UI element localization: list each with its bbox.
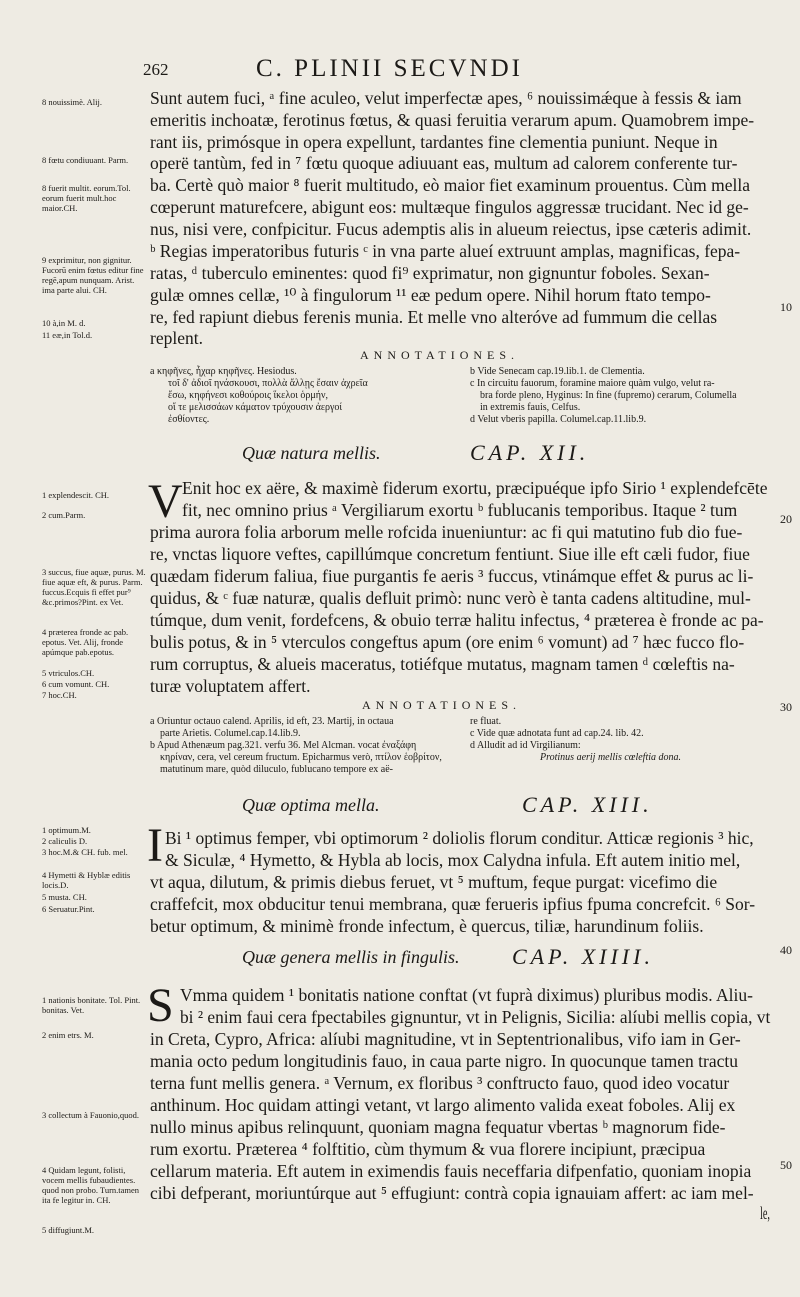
annotation-line: matutinum mare, quòd diluculo, fublucano tempore ex aë- bbox=[160, 764, 393, 775]
annotation-line: ἔσω, κηφήνεσι κοθούροις ἵκελοι ὁρμήν, bbox=[168, 390, 329, 401]
margin-note: 1 nationis bonitate. Tol. Pint. bonitas. Vet. bbox=[42, 995, 141, 1015]
annotation-line: b Apud Athenæum pag.321. verfu 36. Mel Alcman. vocat ἐναξάφη bbox=[150, 740, 417, 751]
annotation-line: τοῖ δ' ἀδιοῖ ηνάσκουσι, πολλὰ ἄλλῃς ἔσαιν ἀχρεῖα bbox=[168, 378, 368, 389]
body-line: túmque, dum venit, fordefcens, & obuio terræ halitu infectus, ⁴ præterea è fronde ac pa- bbox=[150, 610, 764, 630]
margin-note: 2 cum.Parm. bbox=[42, 510, 86, 520]
margin-note: 10 à,in M. d. bbox=[42, 318, 86, 328]
line-number: 30 bbox=[780, 700, 792, 714]
annotation-line: οἵ τε μελισσάων κάματον τρύχουσιν ἀεργοί bbox=[168, 402, 343, 413]
margin-note: 1 optimum.M. bbox=[42, 825, 91, 835]
body-line: craffefcit, mox obducitur tenui membrana, quæ ferueris ipfius fpuma concrefcit. ⁶ Sor- bbox=[150, 894, 756, 914]
margin-note: 1 explendescit. CH. bbox=[42, 490, 110, 500]
annotation-line: bra forde pleno, Hyginus: In fine (fupremo) cerarum, Columella bbox=[480, 390, 737, 401]
body-line: ba. Certè quò maior ⁸ fuerit multitudo, eò maior fiet examinum prouentus. Cùm mella bbox=[150, 175, 750, 195]
annotations-heading: ANNOTATIONES. bbox=[360, 348, 520, 362]
line-number: 10 bbox=[780, 300, 792, 314]
body-line: in Creta, Cypro, Africa: alíubi magnitudine, vt in Septentrionalibus, vifo iam in Ger- bbox=[150, 1029, 741, 1049]
margin-note: 2 enim etrs. M. bbox=[42, 1030, 94, 1040]
drop-cap: I bbox=[147, 819, 163, 872]
margin-note: 6 Seruatur.Pint. bbox=[42, 904, 95, 914]
margin-note: 5 vtriculos.CH. bbox=[42, 668, 95, 678]
body-line: bi ² enim faui cera fpectabiles gignuntur, vt in Pelignis, Sicilia: alíubi mellis copia, vt bbox=[180, 1007, 771, 1027]
body-line: cellarum materia. Eft autem in eximendis fauis neceffaria difpenfatio, quoniam inopia bbox=[150, 1161, 752, 1181]
body-line: anthinum. Hoc quidam attingi vetant, vt largo alimento valida exeat foboles. Alij ex bbox=[150, 1095, 736, 1115]
margin-note: 4 Hymetti & Hyblæ editis locis.D. bbox=[42, 870, 131, 890]
body-line: nus, nisi vere, confpicitur. Fucus ademptis alis in alueum reiectus, ipse cæteris adimit. bbox=[150, 219, 752, 239]
body-line: rum exortu. Præterea ⁴ folftitio, cùm thymum & vua florere incipiunt, præcipua bbox=[150, 1139, 706, 1159]
margin-note: 5 diffugiunt.M. bbox=[42, 1225, 95, 1235]
annotation-line: Protinus aerij mellis cœleftia dona. bbox=[540, 752, 682, 763]
annotation-line: c In circuitu fauorum, foramine maiore quàm vulgo, velut ra- bbox=[470, 378, 715, 389]
line-number: 50 bbox=[780, 1158, 792, 1172]
margin-note: 6 cum vomunt. CH. bbox=[42, 679, 110, 689]
annotation-line: c Vide quæ adnotata funt ad cap.24. lib. 42. bbox=[470, 728, 644, 739]
body-line: re, fed rapiunt diebus ferenis munia. Et melle vno alteróve ad fummum die cellas bbox=[150, 307, 718, 327]
annotation-line: parte Arietis. Columel.cap.14.lib.9. bbox=[160, 728, 301, 739]
annotation-line: a Oriuntur octauo calend. Aprilis, id eft, 23. Martij, in octaua bbox=[150, 716, 394, 727]
body-line: terna funt mellis genera. ᵃ Vernum, ex floribus ³ conftructo fauo, quod ideo vocatur bbox=[150, 1073, 730, 1093]
body-line: betur optimum, & minimè fronde infectum, è quercus, tiliæ, harundinum foliis. bbox=[150, 916, 704, 936]
body-line: mania octo pedum longitudinis fauo, in caua parte nigro. In quocunque tamen tractu bbox=[150, 1051, 739, 1071]
body-line: fit, nec omnino prius ᵃ Vergiliarum exortu ᵇ fublucanis temporibus. Itaque ² tum bbox=[182, 500, 738, 520]
annotations-heading: ANNOTATIONES. bbox=[362, 698, 522, 712]
body-line: Bi ¹ optimus femper, vbi optimorum ² doliolis florum conditur. Atticæ regionis ³ hic, bbox=[165, 828, 754, 848]
margin-note: 5 musta. CH. bbox=[42, 892, 87, 902]
margin-note: 3 succus, fiue aquæ, purus. M. fiue aquæ eft, & purus. Parm. fuccus.Ecquis fi effet pur⁹ &c.primos?Pint. ex Vet. bbox=[42, 567, 146, 607]
margin-note: 3 hoc.M.& CH. fub. mel. bbox=[42, 847, 128, 857]
chapter-title: Quæ genera mellis in fingulis. bbox=[242, 947, 460, 967]
line-number: 20 bbox=[780, 512, 792, 526]
margin-note: 7 hoc.CH. bbox=[42, 690, 77, 700]
body-line: prima aurora folia arborum melle rofcida inueniuntur: ac fi qui matutino fub dio fue- bbox=[150, 522, 743, 542]
body-line: cœperunt maturefcere, abigunt eos: multæque fingulos aggressæ trucidant. Nec id ge- bbox=[150, 197, 749, 217]
margin-note: 4 Quidam legunt, folisti, vocem mellis fubaudientes. quod non probo. Turn.tamen ita fe legitur in. CH. bbox=[42, 1165, 140, 1205]
body-line: quidus, & ᶜ fuæ naturæ, qualis defluit primò: nunc verò è tanta cadens altitudine, mul- bbox=[150, 588, 751, 608]
margin-note: 8 fœtu condiuuant. Parm. bbox=[42, 155, 129, 165]
margin-note: 11 eæ,in Tol.d. bbox=[42, 330, 93, 340]
annotation-line: d Alludit ad id Virgilianum: bbox=[470, 740, 581, 751]
body-line: Enit hoc ex aëre, & maximè fiderum exortu, præcipuéque ipfo Sirio ¹ explendefcēte bbox=[182, 478, 768, 498]
line-number: 40 bbox=[780, 943, 792, 957]
body-line: ᵇ Regias imperatoribus futuris ᶜ in vna parte alueí extruunt amplas, magnificas, fepa- bbox=[150, 241, 741, 261]
chapter-title: Quæ optima mella. bbox=[242, 795, 380, 815]
chapter-title: Quæ natura mellis. bbox=[242, 443, 381, 463]
margin-note: 2 caliculis D. bbox=[42, 836, 88, 846]
annotation-line: d Velut vberis papilla. Columel.cap.11.lib.9. bbox=[470, 414, 647, 425]
margin-note: 3 collectum à Fauonio,quod. bbox=[42, 1110, 140, 1120]
drop-cap: S bbox=[147, 979, 174, 1032]
annotation-line: in extremis fauis, Celfus. bbox=[480, 402, 581, 413]
body-line: gulæ omnes cellæ, ¹⁰ à fingulorum ¹¹ eæ pedum opere. Nihil horum ftato tempo- bbox=[150, 285, 711, 305]
body-line: re, vnctas liquore veftes, capillúmque concretum fentiunt. Siue ille eft cæli fudor, fiue bbox=[150, 544, 750, 564]
body-line: le, bbox=[760, 1203, 771, 1223]
body-line: Vmma quidem ¹ bonitatis natione conftat (vt fuprà diximus) pluribus modis. Aliu- bbox=[180, 985, 753, 1005]
body-line: rant iis, primósque in opera expellunt, tardantes fine clementia puniunt. Neque in bbox=[150, 132, 718, 152]
body-line: bulis potus, & in ⁵ vterculos congeftus apum (ore enim ⁶ vomunt) ad ⁷ hæc fucco flo- bbox=[150, 632, 745, 652]
margin-note: 9 exprimitur, non gignitur. Fucorū enim fœtus editur fine regē,apum nunquam. Arist. ima parte alui. CH. bbox=[42, 255, 144, 295]
body-line: replent. bbox=[150, 328, 203, 348]
body-line: vt aqua, dilutum, & primis diebus feruet, vt ⁵ muftum, feque purgat: vicefimo die bbox=[150, 872, 718, 892]
annotation-line: ἐσθίοντες. bbox=[168, 414, 210, 425]
annotation-line: b Vide Senecam cap.19.lib.1. de Clementia. bbox=[470, 366, 645, 377]
body-line: turæ voluptatem affert. bbox=[150, 676, 311, 696]
annotation-line: κηρίναν, cera, vel cereum fructum. Epicharmus verò, πτίλον ἑοβρίτον, bbox=[160, 752, 442, 763]
body-line: nullo minus apibus relinquunt, quoniam magna fequatur vbertas ᵇ magnorum fide- bbox=[150, 1117, 726, 1137]
annotation-line: a κηφῆνες, ἦχαρ κηφῆνες. Hesiodus. bbox=[150, 366, 297, 377]
drop-cap: V bbox=[148, 475, 183, 528]
body-line: cibi defperant, moriuntúrque aut ⁵ effugiunt: contrà copia ignauiam affert: ac iam mel- bbox=[150, 1183, 754, 1203]
margin-note: 8 nouissimè. Alij. bbox=[42, 97, 102, 107]
chapter-number: CAP. XIII. bbox=[522, 792, 653, 817]
body-line: operë tantùm, fed in ⁷ fœtu quoque adiuuant eas, multum ad calorem conferente tur- bbox=[150, 153, 738, 173]
margin-note: 8 fuerit multit. eorum.Tol. eorum fuerit mult.hoc maior.CH. bbox=[42, 183, 131, 213]
margin-note: 4 præterea fronde ac pab. epotus. Vet. Alij, fronde apúmque pab.epotus. bbox=[42, 627, 129, 657]
body-line: ratas, ᵈ tuberculo eminentes: quod fi⁹ exprimatur, non gignuntur foboles. Sexan- bbox=[150, 263, 710, 283]
chapter-number: CAP. XIIII. bbox=[512, 944, 654, 969]
body-line: quædam fiderum faliua, fiue purgantis fe aeris ³ fuccus, vtinámque effet & purus ac li- bbox=[150, 566, 754, 586]
body-line: rum corruptus, & alueis maceratus, totiéfque mutatus, magnam tamen ᵈ cœleftis na- bbox=[150, 654, 735, 674]
chapter-number: CAP. XII. bbox=[470, 440, 590, 465]
body-line: & Siculæ, ⁴ Hymetto, & Hybla ab locis, mox Calydna infula. Eft autem initio mel, bbox=[165, 850, 741, 870]
body-line: Sunt autem fuci, ᵃ fine aculeo, velut imperfectæ apes, ⁶ nouissimǽque à fessis & iam bbox=[150, 88, 742, 108]
annotation-line: re fluat. bbox=[470, 716, 502, 727]
page-number: 262 bbox=[143, 60, 169, 79]
running-head: C. PLINII SECVNDI bbox=[256, 55, 523, 82]
body-line: emeritis inchoatæ, ferotinus fœtus, & quasi feruitia verarum apum. Quamobrem impe- bbox=[150, 110, 755, 130]
